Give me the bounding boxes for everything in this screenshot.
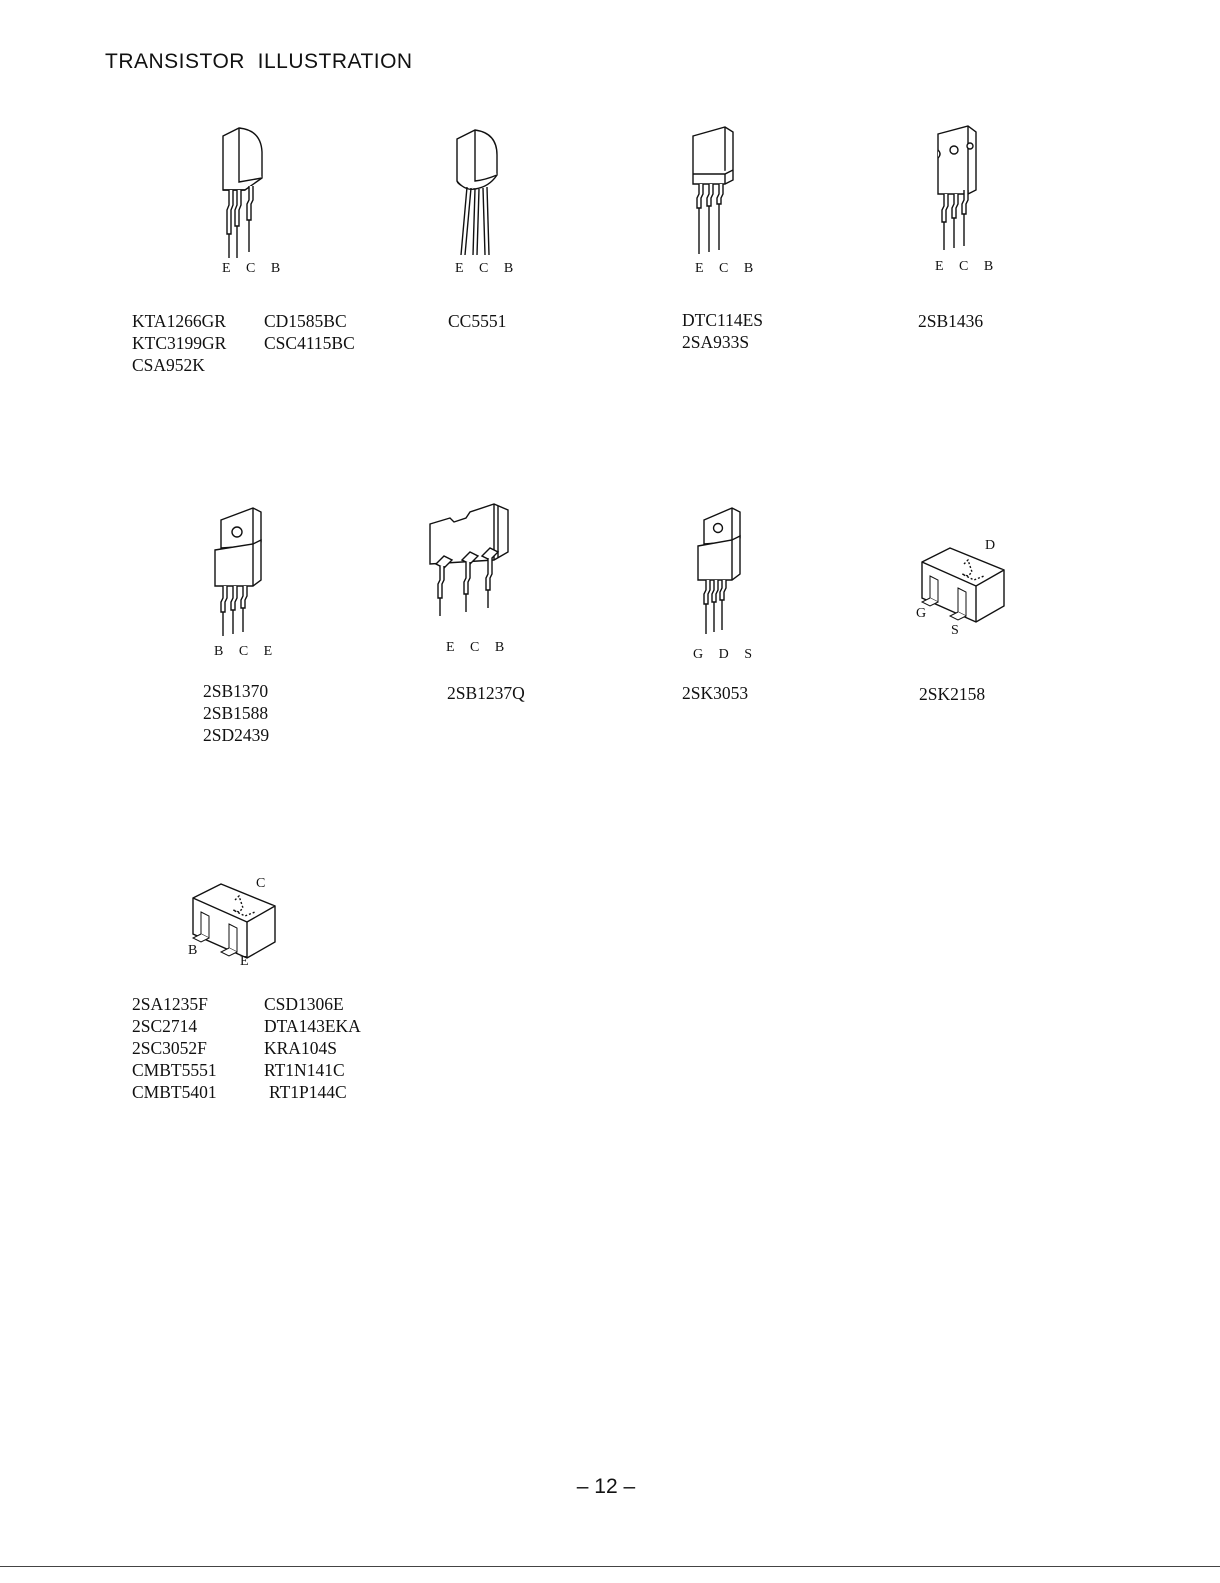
part-list: CSD1306E DTA143EKA KRA104S RT1N141C RT1P144C [264, 994, 361, 1102]
sot23-bipolar-package-illustration [183, 876, 283, 961]
pin-labels: E C B [455, 261, 520, 276]
pin-label-emitter: E [240, 954, 249, 969]
part-list: 2SB1370 2SB1588 2SD2439 [203, 681, 270, 745]
page-bottom-rule [0, 1566, 1220, 1567]
part-list: 2SK3053 [682, 683, 749, 703]
pin-labels: E C B [935, 259, 1000, 274]
pin-label-gate: G [916, 606, 927, 621]
part-list: 2SK2158 [919, 684, 986, 704]
pin-label-source: S [951, 623, 959, 638]
pin-label-drain: D [985, 538, 996, 553]
part-list: 2SB1237Q [447, 683, 525, 703]
to92-straight-package-illustration [445, 125, 515, 265]
part-list: KTA1266GR KTC3199GR CSA952K [132, 311, 227, 375]
pin-label-base: B [188, 943, 198, 958]
part-list: 2SA1235F 2SC2714 2SC3052F CMBT5551 CMBT5401 [132, 994, 217, 1102]
pin-labels: E C B [695, 261, 760, 276]
to92-package-illustration [205, 120, 285, 265]
pin-labels: E C B [222, 261, 287, 276]
to3p-package-illustration [422, 498, 522, 623]
part-list: 2SB1436 [918, 311, 984, 331]
sot23-package-illustration [912, 540, 1012, 625]
to220-package-illustration [205, 500, 285, 645]
page-number: – 12 – [576, 1475, 636, 1498]
to220-small-package-illustration [690, 502, 760, 642]
page-title: TRANSISTOR ILLUSTRATION [105, 50, 413, 73]
pin-labels: G D S [693, 647, 759, 662]
pin-labels: E C B [446, 640, 511, 655]
mounting-hole-package-illustration [928, 122, 998, 262]
part-list: CC5551 [448, 311, 507, 331]
part-list: CD1585BC CSC4115BC [264, 311, 355, 353]
pin-label-collector: C [256, 876, 266, 891]
flat-body-package-illustration [685, 122, 755, 262]
part-list: DTC114ES 2SA933S [682, 310, 764, 352]
pin-labels: B C E [214, 644, 279, 659]
